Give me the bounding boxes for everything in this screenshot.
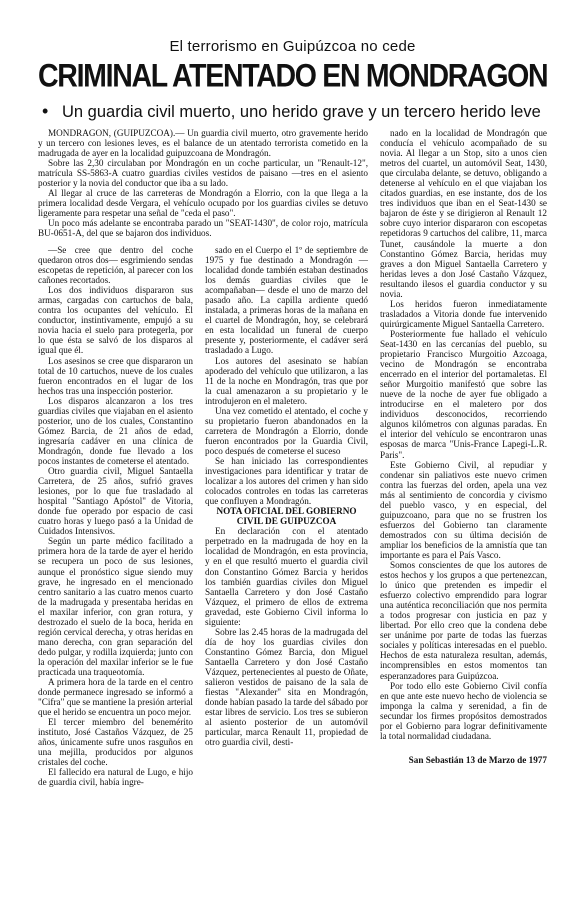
lead-paragraph: Un poco más adelante se encontraba parado un "SEAT-1430", de color rojo, matrícula BU-0651-A, del que se bajaron dos individuos.	[38, 218, 368, 239]
column-2-paragraph: Una vez cometido el atentado, el coche y su propietario fueron abandonados en la carretera de Mondragón a Elorrio, donde fueron encontrados por la Guardia Civil, poco después de cometerse el suceso	[205, 405, 368, 456]
bullet-icon: •	[42, 101, 49, 121]
column-3	[380, 128, 547, 765]
column-1	[38, 245, 193, 788]
lead-paragraph: Al llegar al cruce de las carreteras de Mondragón a Elorrio, con la que llega a la primera localidad desde Vergara, el vehículo ocupado por los guardias civiles se detuvo ligeramente para respetar una señal de "ceda el paso".	[38, 188, 368, 219]
subhead-text: Un guardia civil muerto, uno herido grave y un tercero herido leve	[62, 103, 541, 121]
section-title: NOTA OFICIAL DEL GOBIERNO CIVIL DE GUIPUZCOA	[216, 506, 357, 527]
column-2	[205, 245, 368, 747]
column-2-paragraph: Los autores del asesinato se habían apoderado del vehículo que utilizaron, a las 11 de la noche en Mondragón, tras que por la cual amenazaron a su propietario y le introdujeron en el maletero.	[205, 355, 368, 406]
signoff: San Sebastián 13 de Marzo de 1977	[408, 754, 547, 765]
column-1-paragraph: El tercer miembro del benemérito instituto, José Castaños Vázquez, de 25 años, únicamente sufre unos rasguños en una mejilla, producidos por algunos cristales del coche.	[38, 717, 193, 768]
column-2-paragraph: Se han iniciado las correspondientes investigaciones para identificar y tratar de localizar a los autores del crimen y han sido colocados controles en todas las carreteras que confluyen a Mondragón.	[205, 455, 368, 507]
lead-paragraph: MONDRAGON, (GUIPUZCOA).— Un guardia civil muerto, otro gravemente herido y un tercero con lesiones leves, es el balance de un atentado terrorista cometido en la madrugada de ayer en la localidad guipuzcoana de Mondragón.	[38, 128, 368, 159]
lead-section	[38, 128, 368, 239]
column-1-paragraph: Según un parte médico facilitado a primera hora de la tarde de ayer el herido se recupera un poco de sus lesiones, aunque el pronóstico sigue siendo muy grave, he ingresado en el mencionado centro sanitario a las cuatro menos cuarto de la madrugada y presentaba heridas en el maxilar inferior, con gran rotura, y destrozado el suelo de la boca, herida en región cervical derecha, y otras heridas en mano derecha, con gran separación del dedo pulgar, y rodilla izquierda; junto con la operación del maxilar inferior se le fue practicada una traqueotomía.	[38, 536, 193, 677]
kicker: El terrorismo en Guipúzcoa no cede	[169, 38, 416, 55]
column-3-paragraph: Por todo ello este Gobierno Civil confía en que ante este nuevo hecho de violencia se imponga la calma y serenidad, a fin de secundar los firmes propósitos demostrados por el Gobierno para lograr definitivamente la total normalidad ciudadana.	[380, 680, 547, 741]
column-1-paragraph: A primera hora de la tarde en el centro donde permanece ingresado se informó a "Cifra" que se mantiene la presión arterial que el herido se encuentra un poco mejor.	[38, 677, 193, 718]
column-3-paragraph: Posteriormente fue hallado el vehículo Seat-1430 en las cercanías del pueblo, su propietario Francisco Murgoitio Azcoaga, vecino de Mondragón se encontraba encerrado en el interior del portamaletas. El señor Murgoitio manifestó que sobre las nueve de la noche de ayer fue obligado a introducirse en el maletero por dos individuos desconocidos, recorriendo algunos kilómetros con algunas paradas. En el interior del vehículo se encontraron unas esposas de marca "Unis-France Lapegi-L.R. Paris".	[380, 328, 547, 460]
headline: CRIMINAL ATENTADO EN MONDRAGON	[38, 57, 548, 95]
column-2-paragraph: sado en el Cuerpo el 1º de septiembre de 1975 y fue destinado a Mondragón —localidad donde también estaban destinados los demás guardias civiles que le acompañaban— desde el uno de marzo del pasado año. La capilla ardiente quedó instalada, a primeras horas de la mañana en el cuartel de Mondragón, hoy, se celebrará en esta localidad un funeral de cuerpo presente y, posteriormente, el cadáver será trasladado a Lugo.	[205, 245, 368, 356]
subhead	[38, 101, 547, 122]
column-1-paragraph: —Se cree que dentro del coche quedaron otros dos— esgrimiendo sendas escopetas de repetición, al parecer con los cañones recortados.	[38, 245, 193, 286]
column-3-paragraph: Este Gobierno Civil, al repudiar y condenar sin paliativos este nuevo crimen contra las fuerzas del orden, apela una vez más al sentimiento de concordia y civismo del pueblo vasco, y en especial, del guipuzcoano, para que no se frustren los esfuerzos del Gobierno tan claramente demostrados con su última decisión de ampliar los beneficios de la amnistía que tan importante es para el País Vasco.	[380, 459, 547, 560]
lead-paragraph: Sobre las 2,30 circulaban por Mondragón en un coche particular, un "Renault-12", matrícula SS-5863-A cuatro guardias civiles vestidos de paisano —tres en el asiento posterior y la novia del conductor que iba a su lado.	[38, 158, 368, 189]
column-3-paragraph: nado en la localidad de Mondragón que conducía el vehículo acompañado de su novia. Al llegar a un Stop, sito a unos cien metros del cuartel, un automóvil Seat, 1430, que circulaba delante, se detuvo, obligando a detenerse al vehículo en el que viajaban los citados guardias, en ese instante, dos de los tres individuos que iban en el Seat-1430 se bajaron de éste y se dirigieron al Renault 12 sobre cuyo interior dispararon con escopetas repetidoras 9 cartuchos del calibre, 11, marca Tunet, causándole la muerte a don Constantino Gómez Barcia, heridas muy graves a don Miguel Santaella Carretero y heridas leves a don José Castaño Vázquez, resultando ilesos el guardia conductor y su novia.	[380, 128, 547, 299]
column-1-paragraph: Otro guardia civil, Miguel Santaella Carretera, de 25 años, sufrió graves lesiones, por lo que fue trasladado al hospital "Santiago Apóstol" de Vitoria, donde fue operado por espacio de casi cuatro horas y luego pasó a la Unidad de Cuidados Intensivos.	[38, 466, 193, 537]
column-2-paragraph: En declaración con el atentado perpetrado en la madrugada de hoy en la localidad de Mondragón, en esta provincia, y en el que resultó muerto el guardia civil don Constantino Gómez Barcia y heridos los también guardias civiles don Miguel Santaella Carretero y don José Castaño Vázquez, el primero de ellos de extrema gravedad, este Gobierno Civil informa lo siguiente:	[205, 526, 368, 627]
column-3-paragraph: Los heridos fueron inmediatamente trasladados a Vitoria donde fue intervenido quirúrgicamente Miguel Santaella Carretero.	[380, 298, 547, 329]
column-1-paragraph: Los disparos alcanzaron a los tres guardias civiles que viajaban en el asiento posterior, uno de los cuales, Constantino Gómez Barcia, de 21 años de edad, ingresaría cadáver en una clínica de Mondragón, donde fue llevado a los pocos instantes de cometerse el atentado.	[38, 395, 193, 466]
newspaper-clipping	[38, 38, 547, 838]
column-3-paragraph: Somos conscientes de que los autores de estos hechos y los grupos a que pertenezcan, lo único que pretenden es impedir el esfuerzo colectivo emprendido para lograr una auténtica reconciliación que nos permita a todos progresar con justicia en paz y libertad. Por ello creo que la condena debe ser unánime por parte de todas las fuerzas sociales y políticas interesadas en el pueblo. Hechos de esta naturaleza resultan, además, incomprensibles en estos momentos tan esperanzadores para Guipúzcoa.	[380, 560, 547, 681]
column-2-paragraph: Sobre las 2.45 horas de la madrugada del día de hoy los guardias civiles don Constantino Gómez Barcia, don Miguel Santaella Carretero y don José Castaño Vázquez, pertenecientes al puesto de Oñate, salieron vestidos de paisano de la sala de fiestas "Alexander" sita en Mondragón, donde habían pasado la tarde del sábado por estar libres de servicio. Los tres se subieron al asiento posterior de un automóvil particular, marca Renault 11, propiedad de otro guardia civil, desti-	[205, 626, 368, 748]
column-1-paragraph: Los dos individuos dispararon sus armas, cargadas con cartuchos de bala, contra los ocupantes del vehículo. El conductor, instintivamente, empujó a su novia hacia el suelo para protegerla, por lo que ésta se salvó de los disparos al igual que él.	[38, 285, 193, 356]
column-1-paragraph: El fallecido era natural de Lugo, e hijo de guardia civil, había ingre-	[38, 767, 193, 788]
column-1-paragraph: Los asesinos se cree que dispararon un total de 10 cartuchos, nueve de los cuales fueron encontrados en el lugar de los hechos tras una inspección posterior.	[38, 355, 193, 396]
